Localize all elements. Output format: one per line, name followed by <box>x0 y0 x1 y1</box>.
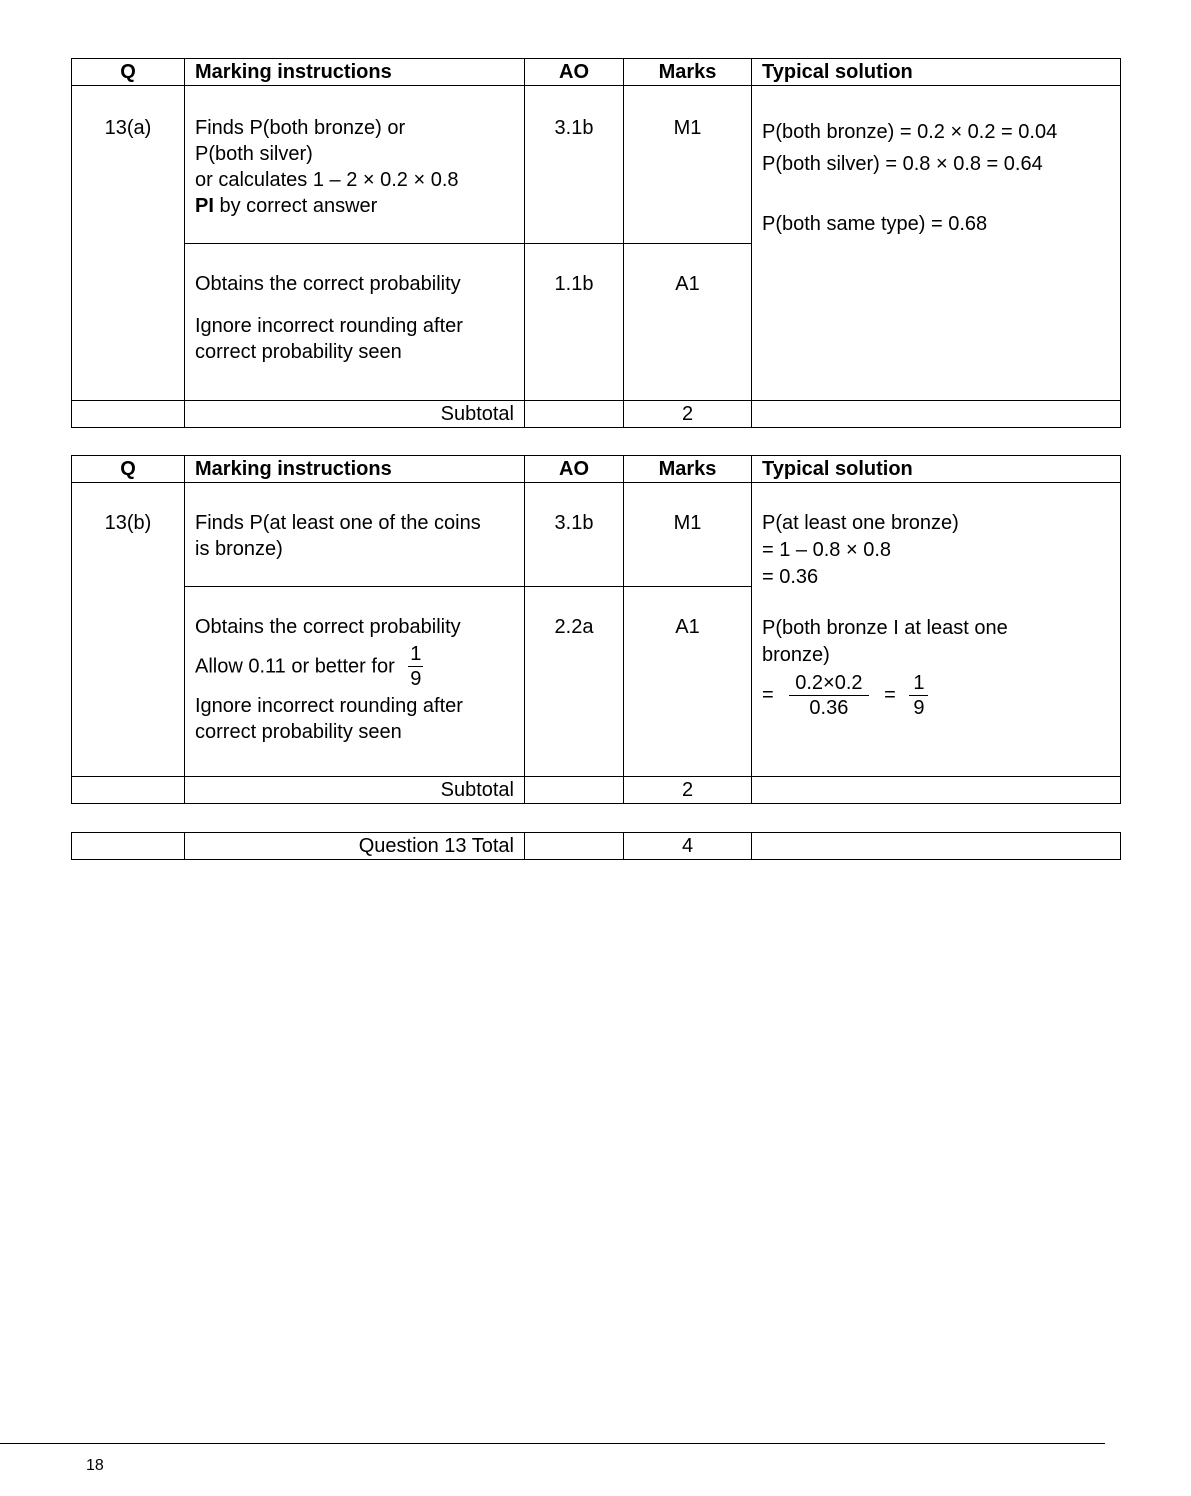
header-row <box>72 59 1121 86</box>
ao-value: 3.1b <box>525 483 624 587</box>
total-row <box>72 833 1121 860</box>
subtotal-label: Subtotal <box>185 777 525 804</box>
header-marking-instructions: Marking instructions <box>185 59 525 86</box>
subtotal-label: Subtotal <box>185 401 525 428</box>
question-number: 13(b) <box>72 483 185 777</box>
header-marking-instructions: Marking instructions <box>185 456 525 483</box>
marking-instruction: Obtains the correct probability Ignore incorrect rounding after correct probability seen <box>185 244 525 401</box>
question-total-label: Question 13 Total <box>185 833 525 860</box>
fraction: $\frac{1}{9}$ <box>909 671 928 720</box>
mark-value: M1 <box>624 86 752 244</box>
ao-value: 3.1b <box>525 86 624 244</box>
header-marks: Marks <box>624 456 752 483</box>
ao-value: 2.2a <box>525 587 624 777</box>
header-ao: AO <box>525 456 624 483</box>
subtotal-row <box>72 777 1121 804</box>
footer-divider <box>0 1443 1105 1444</box>
table-row <box>72 86 1121 244</box>
mark-value: A1 <box>624 244 752 401</box>
mark-scheme-table-13b <box>71 455 1121 804</box>
table-row <box>72 483 1121 587</box>
marking-instruction: Obtains the correct probability Allow 0.11 or better for $\frac{1}{9}$ Ignore incorrect rounding after correct probability seen <box>185 587 525 777</box>
fraction: $\frac{0.2\times 0.2}{0.36}$ <box>789 671 868 720</box>
question-total-table <box>71 832 1121 860</box>
header-typical-solution: Typical solution <box>752 456 1121 483</box>
page-number: 18 <box>86 1457 104 1474</box>
question-total-value: 4 <box>624 833 752 860</box>
header-q: Q <box>72 456 185 483</box>
typical-solution: P(at least one bronze) = 1 – 0.8 × 0.8 = 0.36 P(both bronze I at least one bronze) = $\frac{0.2\times 0.2}{0.36}$ = $\frac{1}{9}$ <box>752 483 1121 777</box>
question-number: 13(a) <box>72 86 185 401</box>
fraction: $\frac{1}{9}$ <box>410 643 422 690</box>
subtotal-value: 2 <box>624 401 752 428</box>
subtotal-value: 2 <box>624 777 752 804</box>
marking-instruction: Finds P(at least one of the coins is bronze) <box>185 483 525 587</box>
header-row <box>72 456 1121 483</box>
subtotal-row <box>72 401 1121 428</box>
header-marks: Marks <box>624 59 752 86</box>
mark-value: A1 <box>624 587 752 777</box>
ao-value: 1.1b <box>525 244 624 401</box>
pi-label: PI <box>195 195 214 217</box>
mark-value: M1 <box>624 483 752 587</box>
header-ao: AO <box>525 59 624 86</box>
header-typical-solution: Typical solution <box>752 59 1121 86</box>
typical-solution: P(both bronze) = 0.2 × 0.2 = 0.04 P(both silver) = 0.8 × 0.8 = 0.64 P(both same type) = 0.68 <box>752 86 1121 401</box>
marking-instruction: Finds P(both bronze) or P(both silver) or calculates 1 – 2 × 0.2 × 0.8 PI by correct answer <box>185 86 525 244</box>
header-q: Q <box>72 59 185 86</box>
conditional-probability-equation: = $\frac{0.2\times 0.2}{0.36}$ = $\frac{1}{9}$ <box>762 671 1110 720</box>
mark-scheme-table-13a <box>71 58 1121 428</box>
